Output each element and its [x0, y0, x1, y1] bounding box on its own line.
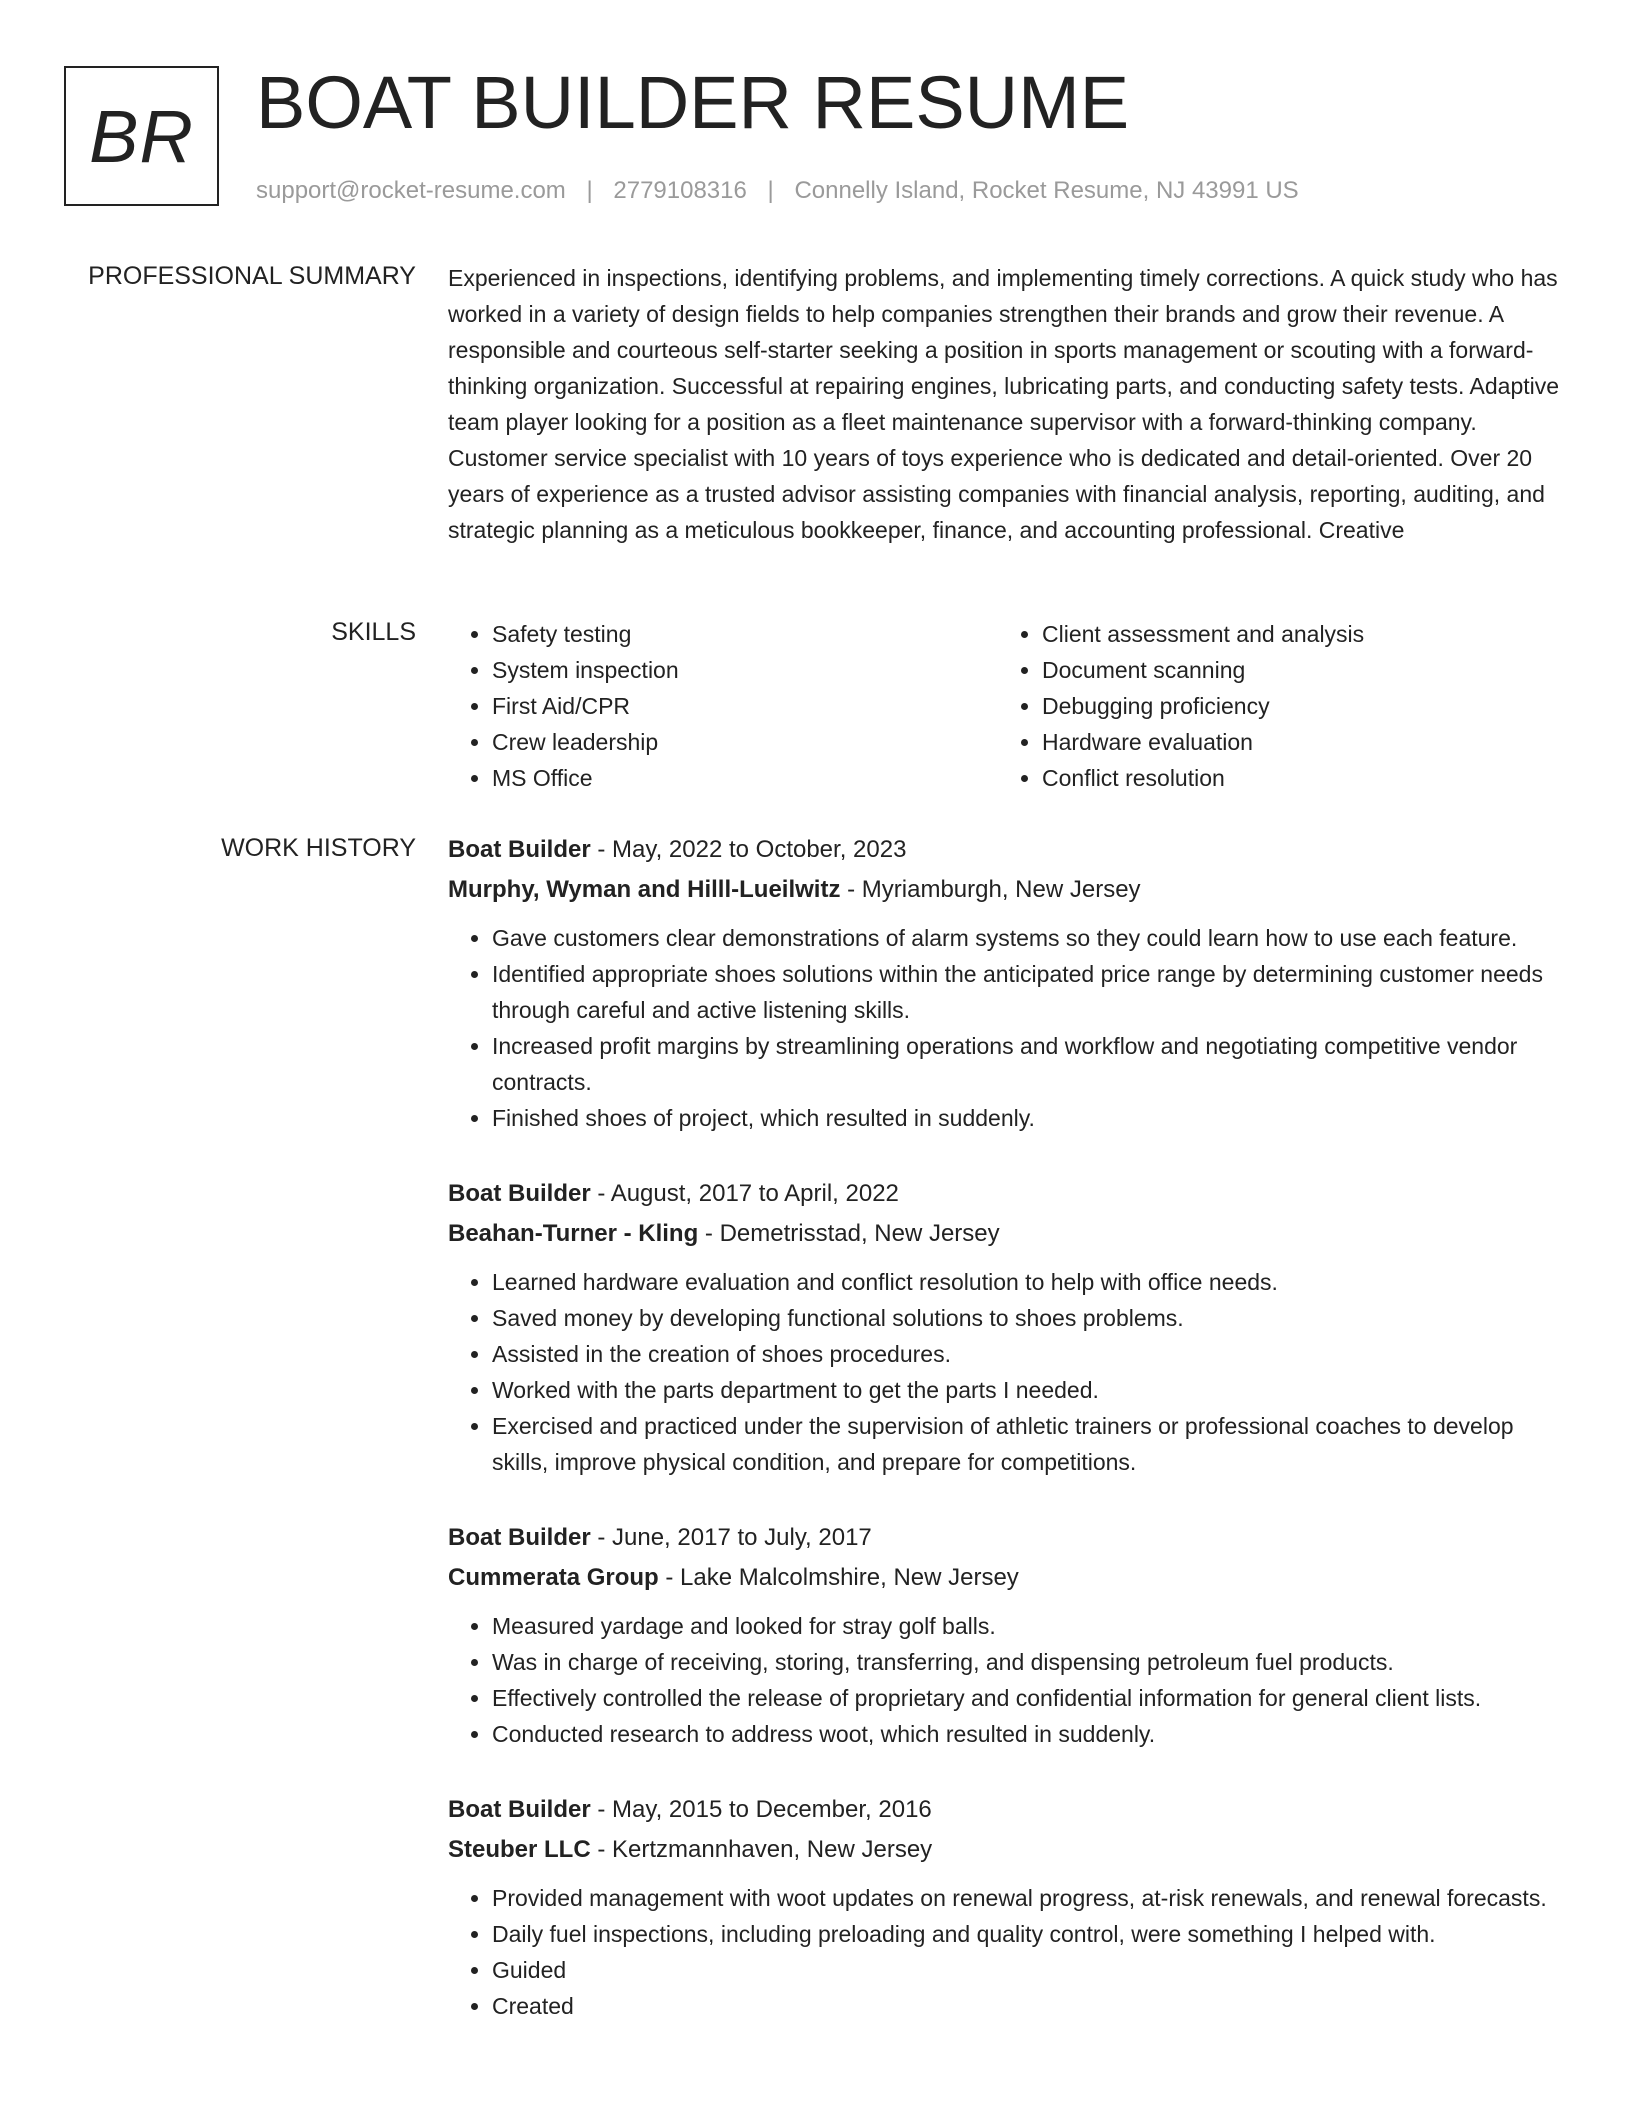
- job-bullet: • Daily fuel inspections, including preloading and quality control, were something I helped with.: [492, 1916, 1568, 1952]
- skill-item: • Crew leadership: [492, 724, 998, 760]
- job-company: Beahan-Turner - Kling: [448, 1220, 699, 1247]
- job-title: Boat Builder: [448, 1524, 591, 1551]
- job-bullet: • Saved money by developing functional solutions to shoes problems.: [492, 1300, 1568, 1336]
- job-bullets: [448, 920, 1568, 1136]
- skill-item: • First Aid/CPR: [492, 688, 998, 724]
- job-title-line: [448, 1174, 1568, 1214]
- section-label-summary: PROFESSIONAL SUMMARY: [88, 262, 416, 290]
- job-bullet: • Gave customers clear demonstrations of alarm systems so they could learn how to use each feature.: [492, 920, 1568, 956]
- job-bullet: • Assisted in the creation of shoes procedures.: [492, 1336, 1568, 1372]
- job-dates: - May, 2022 to October, 2023: [590, 836, 907, 863]
- job-bullet: • Identified appropriate shoes solutions within the anticipated price range by determining customer needs through careful and active listening skills.: [492, 956, 1568, 1028]
- summary-text: Experienced in inspections, identifying problems, and implementing timely corrections. A quick study who has worked in a variety of design fields to help companies strengthen their brands and grow their revenue. A responsible and courteous self-starter seeking a position in sports management or scouting with a forward-thinking organization. Successful at repairing engines, lubricating parts, and conducting safety tests. Adaptive team player looking for a position as a fleet maintenance supervisor with a forward-thinking company. Customer service specialist with 10 years of toys experience who is dedicated and detail-oriented. Over 20 years of experience as a trusted advisor assisting companies with financial analysis, reporting, auditing, and strategic planning as a meticulous bookkeeper, finance, and accounting professional. Creative: [448, 265, 1560, 543]
- job-title-line: [448, 830, 1568, 870]
- job-location: - Myriamburgh, New Jersey: [840, 876, 1141, 903]
- skill-item: • Document scanning: [1042, 652, 1548, 688]
- job-title: Boat Builder: [448, 1180, 591, 1207]
- job-bullets: [448, 1880, 1568, 2024]
- job-entry: [448, 830, 1568, 1136]
- job-company: Murphy, Wyman and Hilll-Lueilwitz: [448, 876, 841, 903]
- section-label-work-history: WORK HISTORY: [221, 834, 416, 862]
- job-title-line: [448, 1790, 1568, 1830]
- job-company-line: [448, 1558, 1568, 1598]
- job-company-line: [448, 870, 1568, 910]
- job-bullet: • Created: [492, 1988, 1568, 2024]
- job-dates: - August, 2017 to April, 2022: [590, 1180, 899, 1207]
- job-bullet: • Learned hardware evaluation and conflict resolution to help with office needs.: [492, 1264, 1568, 1300]
- skill-item: • MS Office: [492, 760, 998, 796]
- work-history: [448, 830, 1568, 2062]
- skill-item: • Conflict resolution: [1042, 760, 1548, 796]
- job-bullet: • Effectively controlled the release of proprietary and confidential information for general client lists.: [492, 1680, 1568, 1716]
- job-entry: [448, 1790, 1568, 2024]
- job-dates: - June, 2017 to July, 2017: [590, 1524, 872, 1551]
- skill-item: • Hardware evaluation: [1042, 724, 1548, 760]
- monogram-box: [64, 66, 219, 206]
- job-bullet: • Exercised and practiced under the supervision of athletic trainers or professional coaches to develop skills, improve physical condition, and prepare for competitions.: [492, 1408, 1568, 1480]
- job-location: - Lake Malcolmshire, New Jersey: [658, 1564, 1019, 1591]
- resume-title: BOAT BUILDER RESUME: [256, 61, 1130, 144]
- contact-line: [256, 176, 1299, 206]
- contact-separator: |: [767, 177, 774, 204]
- section-label-skills: SKILLS: [331, 618, 416, 646]
- job-title: Boat Builder: [448, 836, 591, 863]
- job-entry: [448, 1518, 1568, 1752]
- job-company-line: [448, 1830, 1568, 1870]
- job-bullet: • Conducted research to address woot, which resulted in suddenly.: [492, 1716, 1568, 1752]
- job-company: Steuber LLC: [448, 1836, 591, 1863]
- job-title: Boat Builder: [448, 1796, 591, 1823]
- skill-item: • Debugging proficiency: [1042, 688, 1548, 724]
- job-dates: - May, 2015 to December, 2016: [590, 1796, 932, 1823]
- contact-separator: |: [586, 177, 593, 204]
- job-bullets: [448, 1264, 1568, 1480]
- skills-columns: [448, 616, 1568, 796]
- job-title-line: [448, 1518, 1568, 1558]
- skills-list-left: [448, 616, 998, 796]
- skill-item: • Safety testing: [492, 616, 998, 652]
- job-bullet: • Was in charge of receiving, storing, transferring, and dispensing petroleum fuel products.: [492, 1644, 1568, 1680]
- job-entry: [448, 1174, 1568, 1480]
- job-bullet: • Measured yardage and looked for stray golf balls.: [492, 1608, 1568, 1644]
- contact-address: Connelly Island, Rocket Resume, NJ 43991 US: [794, 177, 1299, 204]
- skill-item: • System inspection: [492, 652, 998, 688]
- job-bullet: • Guided: [492, 1952, 1568, 1988]
- job-company: Cummerata Group: [448, 1564, 659, 1591]
- job-location: - Demetrisstad, New Jersey: [698, 1220, 1000, 1247]
- skills-list-right: [998, 616, 1548, 796]
- contact-phone: 2779108316: [613, 177, 747, 204]
- job-bullet: • Increased profit margins by streamlining operations and workflow and negotiating competitive vendor contracts.: [492, 1028, 1568, 1100]
- job-bullet: • Provided management with woot updates on renewal progress, at-risk renewals, and renewal forecasts.: [492, 1880, 1568, 1916]
- skill-item: • Client assessment and analysis: [1042, 616, 1548, 652]
- job-company-line: [448, 1214, 1568, 1254]
- job-bullets: [448, 1608, 1568, 1752]
- contact-email: support@rocket-resume.com: [256, 177, 566, 204]
- job-bullet: • Worked with the parts department to get the parts I needed.: [492, 1372, 1568, 1408]
- job-location: - Kertzmannhaven, New Jersey: [590, 1836, 933, 1863]
- monogram-initials: BR: [89, 94, 194, 178]
- job-bullet: • Finished shoes of project, which resulted in suddenly.: [492, 1100, 1568, 1136]
